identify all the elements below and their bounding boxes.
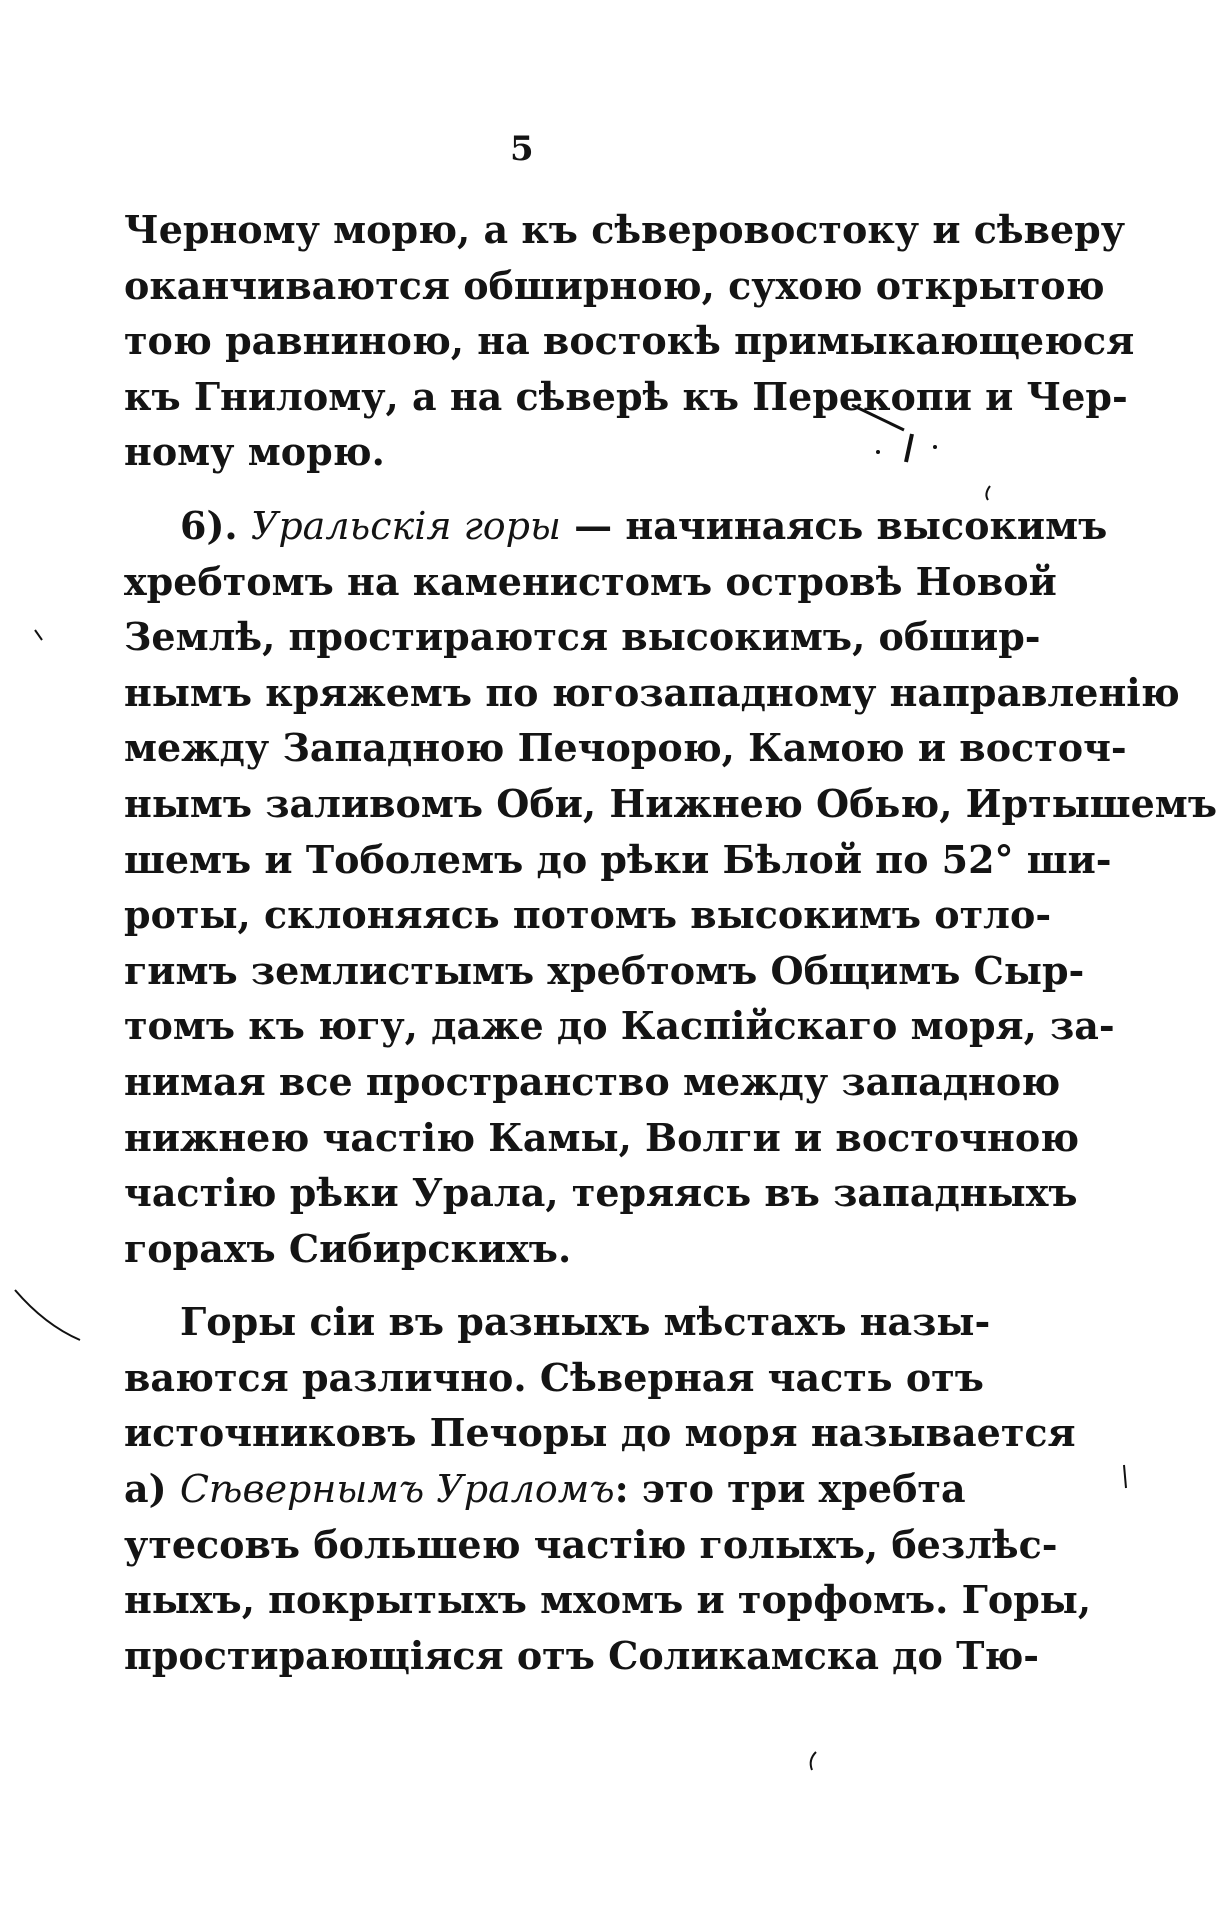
paragraph-p2 (124, 498, 1217, 1276)
line-text: : это три хребта (614, 1466, 966, 1512)
page-number: 5 (510, 129, 534, 169)
paragraph-p1 (124, 202, 1135, 480)
italic-term: Сѣвернымъ Ураломъ (179, 1467, 615, 1512)
text-line: нымъ кряжемъ по югозападному направленію (124, 669, 1180, 715)
text-line: ваются различно. Сѣверная часть отъ (124, 1354, 984, 1400)
text-line: простирающіяся отъ Соликамска до Тю- (124, 1632, 1040, 1678)
line-text: а) (124, 1466, 180, 1512)
text-line: томъ къ югу, даже до Каспійскаго моря, за- (124, 1003, 1115, 1049)
text-line: между Западною Печорою, Камою и восточ- (124, 725, 1127, 771)
line-text: — начинаясь высокимъ (560, 502, 1108, 548)
text-line: нижнею частію Камы, Волги и восточною (124, 1114, 1080, 1160)
text-line: ному морю. (124, 429, 385, 475)
text-line (124, 1461, 966, 1517)
text-line: тою равниною, на востокѣ примыкающеюся (124, 318, 1135, 364)
body-text (124, 202, 1217, 1683)
text-line: нымъ заливомъ Оби, Нижнею Обью, Иртышемъ (124, 780, 1217, 826)
paragraph-p3 (124, 1294, 1092, 1683)
text-line: хребтомъ на каменистомъ островѣ Новой (124, 558, 1057, 604)
text-line: оканчиваются обширною, сухою открытою (124, 262, 1105, 308)
italic-term: Уральскія горы (250, 503, 561, 548)
text-line: нимая все пространство между западною (124, 1058, 1061, 1104)
text-line: Землѣ, простираются высокимъ, обшир- (124, 614, 1041, 660)
text-line: источниковъ Печоры до моря называется (124, 1410, 1076, 1456)
text-line: горахъ Сибирскихъ. (124, 1225, 572, 1271)
text-line: Черному морю, а къ сѣверовостоку и сѣверу (124, 207, 1126, 252)
line-text: 6). (180, 502, 251, 548)
text-line: къ Гнилому, а на сѣверѣ къ Перекопи и Чер- (124, 373, 1128, 419)
text-line: роты, склоняясь потомъ высокимъ отло- (124, 892, 1052, 938)
text-line: Горы сіи въ разныхъ мѣстахъ назы- (180, 1299, 991, 1345)
text-line: шемъ и Тоболемъ до рѣки Бѣлой по 52° ши- (124, 836, 1112, 882)
paragraph-gap (124, 1276, 934, 1294)
text-line (124, 498, 1108, 554)
text-line: утесовъ большею частію голыхъ, безлѣс- (124, 1521, 1058, 1567)
text-line: ныхъ, покрытыхъ мхомъ и торфомъ. Горы, (124, 1577, 1092, 1623)
text-line: частію рѣки Урала, теряясь въ западныхъ (124, 1170, 1078, 1216)
paragraph-gap (124, 480, 934, 498)
text-line: гимъ землистымъ хребтомъ Общимъ Сыр- (124, 947, 1085, 993)
